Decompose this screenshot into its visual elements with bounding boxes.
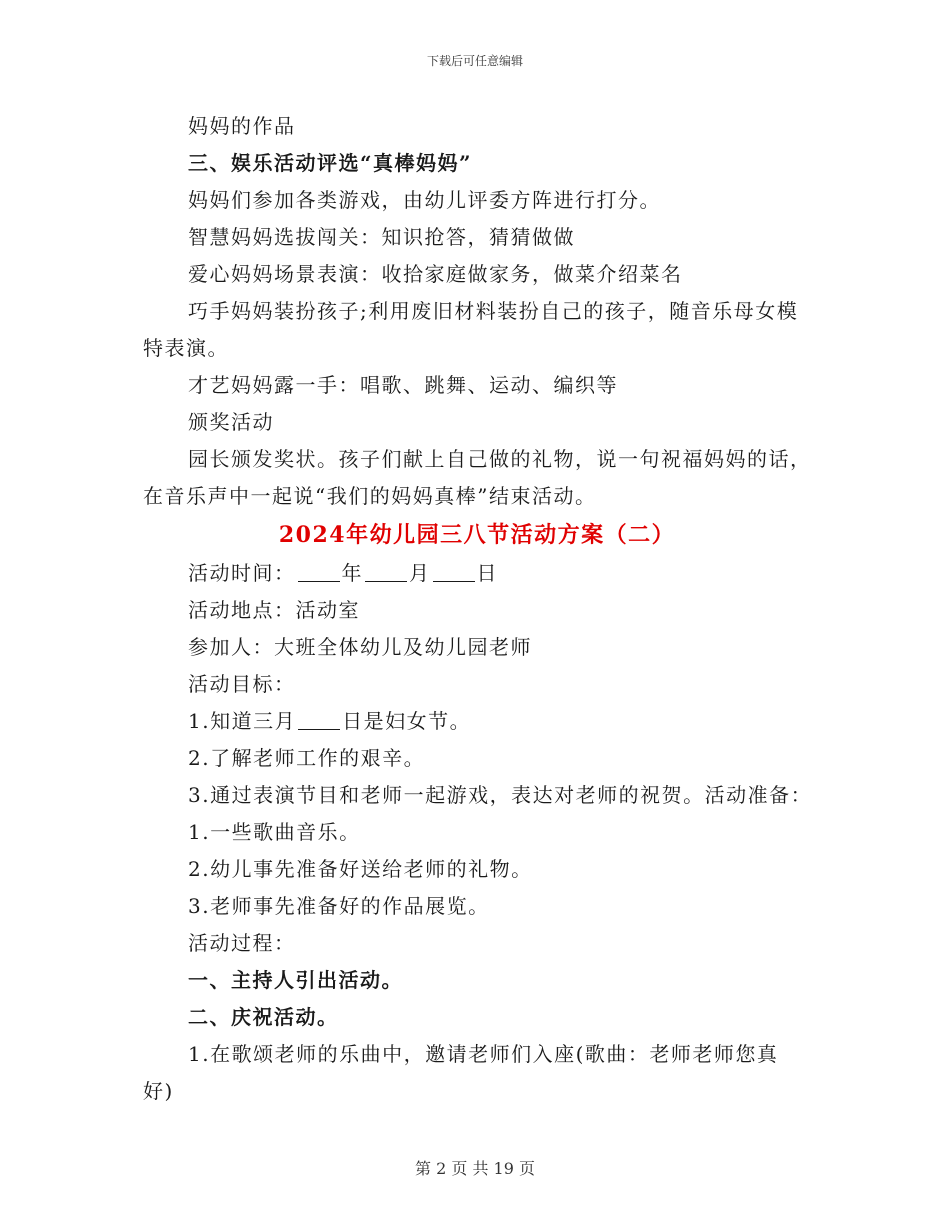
paragraph-line: 1.一些歌曲音乐。 — [188, 820, 361, 844]
paragraph-line: 智慧妈妈选拔闯关：知识抢答，猜猜做做 — [188, 225, 575, 249]
paragraph-line: 3.通过表演节目和老师一起游戏，表达对老师的祝贺。活动准备： — [188, 783, 813, 807]
page-header: 下载后可任意编辑 — [426, 54, 523, 68]
day-blank — [433, 561, 475, 582]
paragraph-line: 活动目标： — [188, 672, 296, 696]
activity-time-line — [143, 555, 811, 592]
time-label: 活动时间： — [188, 561, 296, 585]
day-label: 日 — [476, 561, 498, 585]
month-blank — [365, 561, 407, 582]
date-blank — [298, 709, 340, 730]
paragraph-line: 妈妈的作品 — [188, 114, 296, 138]
goal-1-end: 日是妇女节。 — [342, 709, 472, 733]
paragraph-line: 巧手妈妈装扮孩子;利用废旧材料装扮自己的孩子，随音乐母女模 — [188, 299, 799, 323]
paragraph-line: 园长颁发奖状。孩子们献上自己做的礼物，说一句祝福妈妈的话， — [188, 447, 812, 471]
page-footer: 第 2 页 共 19 页 — [415, 1159, 535, 1178]
paragraph-line: 2.幼儿事先准备好送给老师的礼物。 — [188, 857, 533, 881]
goal-line-1 — [143, 703, 811, 740]
paragraph-line: 在音乐声中一起说“我们的妈妈真棒”结束活动。 — [143, 484, 597, 508]
paragraph-line: 参加人：大班全体幼儿及幼儿园老师 — [188, 635, 532, 659]
paragraph-line: 1.在歌颂老师的乐曲中，邀请老师们入座(歌曲：老师老师您真 — [188, 1042, 779, 1066]
paragraph-line: 妈妈们参加各类游戏，由幼儿评委方阵进行打分。 — [188, 188, 661, 212]
paragraph-line: 特表演。 — [143, 336, 229, 360]
paragraph-line: 活动地点：活动室 — [188, 598, 360, 622]
paragraph-line: 2.了解老师工作的艰辛。 — [188, 746, 426, 770]
section-heading: 一、主持人引出活动。 — [188, 968, 403, 992]
section-heading: 三、娱乐活动评选“真棒妈妈” — [188, 151, 473, 175]
paragraph-line: 才艺妈妈露一手：唱歌、跳舞、运动、编织等 — [188, 373, 618, 397]
paragraph-line: 爱心妈妈场景表演：收拾家庭做家务，做菜介绍菜名 — [188, 262, 683, 286]
section-heading: 二、庆祝活动。 — [188, 1005, 339, 1029]
section-title: 2024年幼儿园三八节活动方案（二） — [278, 522, 676, 548]
paragraph-line: 好) — [143, 1079, 174, 1103]
month-label: 月 — [409, 561, 431, 585]
paragraph-line: 活动过程： — [188, 931, 296, 955]
year-label: 年 — [341, 561, 363, 585]
year-blank — [298, 561, 340, 582]
paragraph-line: 颁奖活动 — [188, 410, 274, 434]
document-body — [143, 108, 811, 1110]
paragraph-line: 3.老师事先准备好的作品展览。 — [188, 894, 490, 918]
goal-1-start: 1.知道三月 — [188, 709, 297, 733]
